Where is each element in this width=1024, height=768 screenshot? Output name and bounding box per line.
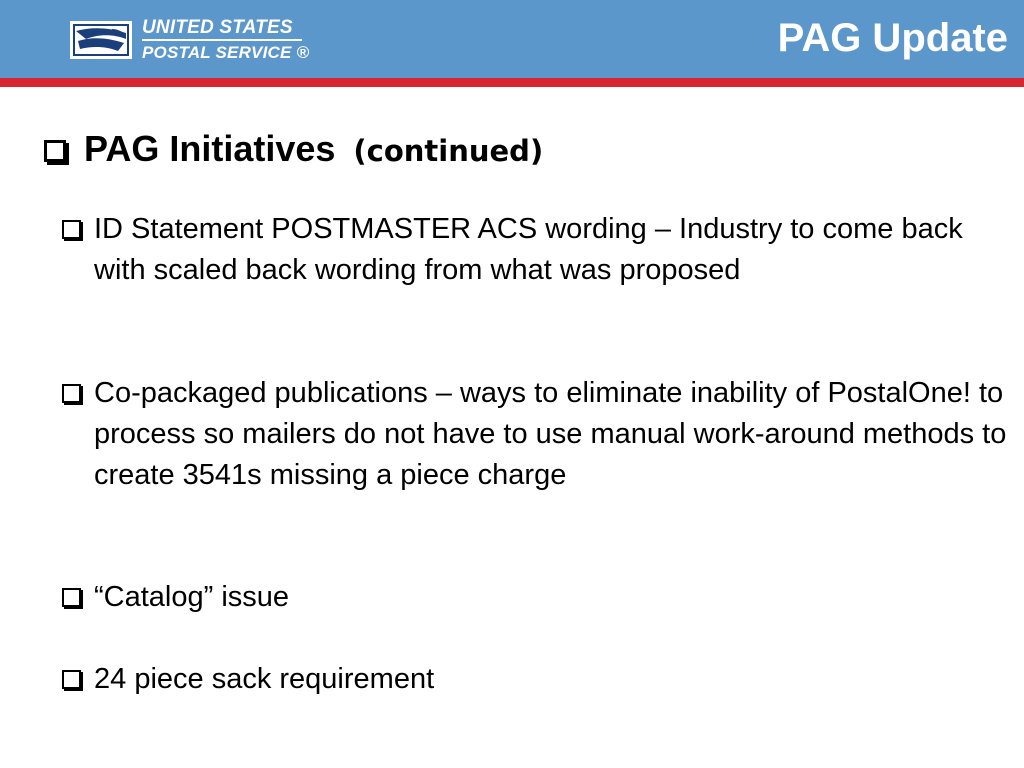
- slide-title: PAG Update: [777, 16, 1008, 60]
- logo-line-2: POSTAL SERVICE ®: [142, 42, 310, 62]
- checkbox-square-icon: [62, 220, 81, 239]
- eagle-logo-icon: [68, 19, 134, 61]
- header-red-stripe: [0, 78, 1024, 87]
- list-item: [62, 209, 1012, 291]
- bullet-text: ID Statement POSTMASTER ACS wording – Industry to come back with scaled back wording from what was proposed: [94, 213, 963, 286]
- bullet-text: “Catalog” issue: [94, 581, 290, 613]
- list-item: [62, 577, 1012, 618]
- list-item: [62, 659, 1012, 700]
- section-title: PAG Initiatives: [84, 128, 336, 169]
- section-heading: [44, 128, 543, 170]
- list-item: [62, 373, 1012, 496]
- checkbox-square-icon: [62, 588, 81, 607]
- logo-rule: [142, 39, 302, 41]
- bullet-text: 24 piece sack requirement: [94, 663, 435, 695]
- logo-wordmark: [142, 18, 309, 63]
- usps-logo: [68, 18, 309, 62]
- bullet-text: Co-packaged publications – ways to eliminate inability of PostalOne! to process so mailers do not have to use manual work-around methods to create 3541s missing a piece charge: [94, 377, 1007, 491]
- checkbox-square-icon: [62, 670, 81, 689]
- checkbox-square-icon: [62, 384, 81, 403]
- section-subtitle: (continued): [353, 134, 544, 168]
- checkbox-square-icon: [44, 140, 66, 162]
- logo-line-1: UNITED STATES: [142, 16, 293, 38]
